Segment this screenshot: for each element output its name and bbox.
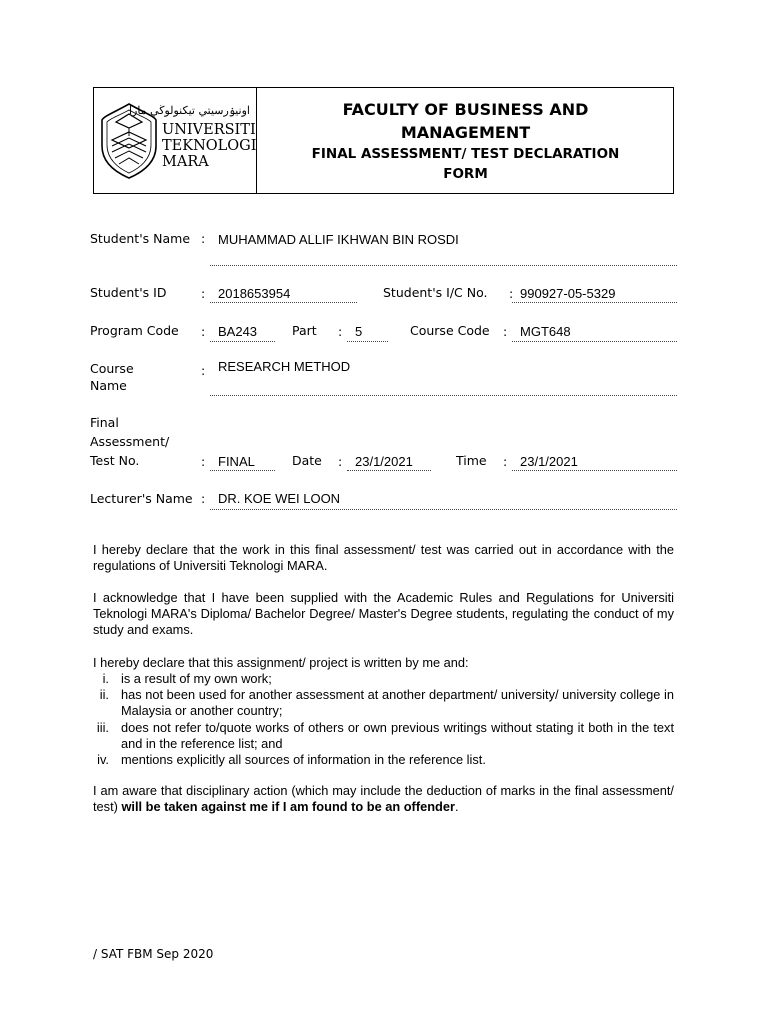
logo-arabic-text: اونيۏرسيتي تيكنولوڬي مارا bbox=[128, 104, 250, 117]
student-name-colon: : bbox=[201, 231, 206, 246]
list-number: i. bbox=[102, 671, 109, 686]
date-field[interactable]: 23/1/2021 bbox=[355, 454, 413, 469]
part-label: Part bbox=[292, 323, 317, 338]
course-name-colon: : bbox=[201, 363, 206, 378]
program-code-field[interactable]: BA243 bbox=[218, 324, 258, 339]
declaration-para-4 bbox=[93, 783, 674, 815]
form-title-line2: FORM bbox=[443, 166, 488, 182]
date-underline bbox=[347, 470, 431, 471]
list-number: ii. bbox=[99, 687, 109, 702]
student-id-field[interactable]: 2018653954 bbox=[218, 286, 291, 301]
student-id-label: Student's ID bbox=[90, 285, 167, 300]
course-name-field[interactable]: RESEARCH METHOD bbox=[218, 359, 351, 374]
time-field[interactable]: 23/1/2021 bbox=[520, 454, 578, 469]
course-name-underline bbox=[210, 395, 677, 396]
course-name-label-line1: Course bbox=[90, 361, 134, 376]
declaration-list-item bbox=[93, 720, 674, 753]
form-footer-code: / SAT FBM Sep 2020 bbox=[93, 947, 214, 961]
ic-colon: : bbox=[509, 286, 514, 301]
logo-universiti-text: UNIVERSITI bbox=[162, 122, 256, 138]
part-colon: : bbox=[338, 324, 343, 339]
list-number: iv. bbox=[97, 752, 109, 767]
list-text: does not refer to/quote works of others or own previous writings without stating it both in the text and in the reference list; and bbox=[121, 720, 674, 752]
list-text: is a result of my own work; bbox=[121, 671, 272, 686]
list-text: has not been used for another assessment at another department/ university/ university college in Malaysia or another country; bbox=[121, 687, 674, 719]
course-code-colon: : bbox=[503, 324, 508, 339]
ic-underline bbox=[512, 302, 677, 303]
student-name-underline bbox=[210, 265, 677, 266]
student-id-colon: : bbox=[201, 286, 206, 301]
form-title-line1: FINAL ASSESSMENT/ TEST DECLARATION bbox=[311, 146, 620, 162]
lecturer-underline bbox=[210, 509, 677, 510]
test-label-line1: Final bbox=[90, 415, 119, 430]
course-name-label-line2: Name bbox=[90, 378, 127, 393]
date-label: Date bbox=[292, 453, 322, 468]
declaration-list-item bbox=[93, 687, 674, 720]
logo-mara-text: MARA bbox=[162, 154, 209, 170]
course-code-field[interactable]: MGT648 bbox=[520, 324, 571, 339]
faculty-title bbox=[257, 98, 674, 144]
date-colon: : bbox=[338, 454, 343, 469]
test-underline bbox=[210, 470, 275, 471]
list-text: mentions explicitly all sources of information in the reference list. bbox=[121, 752, 486, 767]
program-code-colon: : bbox=[201, 324, 206, 339]
program-code-label: Program Code bbox=[90, 323, 179, 338]
test-colon: : bbox=[201, 454, 206, 469]
declaration-para-2: I acknowledge that I have been supplied with the Academic Rules and Regulations for Universiti Teknologi MARA's Diploma/ Bachelor Degree/ Master's Degree students, regulating the conduct of my study and exams. bbox=[93, 590, 674, 638]
declaration-para-1: I hereby declare that the work in this final assessment/ test was carried out in accordance with the regulations of Universiti Teknologi MARA. bbox=[93, 542, 674, 574]
part-underline bbox=[347, 341, 388, 342]
student-id-underline bbox=[210, 302, 357, 303]
faculty-title-line2: MANAGEMENT bbox=[400, 123, 531, 142]
time-label: Time bbox=[456, 453, 487, 468]
course-code-underline bbox=[512, 341, 677, 342]
test-label-line3: Test No. bbox=[90, 453, 140, 468]
declaration-para-4-text: I am aware that disciplinary action (which may include the deduction of marks in the final assessment/ test) bbox=[93, 783, 674, 815]
declaration-para-3: I hereby declare that this assignment/ project is written by me and: bbox=[93, 655, 469, 670]
test-field[interactable]: FINAL bbox=[218, 454, 255, 469]
form-title bbox=[257, 144, 674, 184]
ic-field[interactable]: 990927-05-5329 bbox=[520, 286, 616, 301]
declaration-list-item bbox=[93, 671, 674, 687]
time-underline bbox=[512, 470, 677, 471]
test-label-line2: Assessment/ bbox=[90, 434, 170, 449]
uitm-logo bbox=[98, 96, 257, 188]
course-code-label: Course Code bbox=[410, 323, 490, 338]
time-colon: : bbox=[503, 454, 508, 469]
faculty-title-line1: FACULTY OF BUSINESS AND bbox=[342, 100, 589, 119]
ic-label: Student's I/C No. bbox=[383, 285, 488, 300]
lecturer-label: Lecturer's Name bbox=[90, 491, 193, 506]
part-field[interactable]: 5 bbox=[355, 324, 363, 339]
logo-teknologi-text: TEKNOLOGI bbox=[162, 138, 257, 154]
student-name-field[interactable]: MUHAMMAD ALLIF IKHWAN BIN ROSDI bbox=[218, 232, 459, 247]
student-name-label: Student's Name bbox=[90, 231, 191, 246]
declaration-list-item bbox=[93, 752, 674, 768]
declaration-para-4-end: . bbox=[454, 799, 459, 815]
lecturer-colon: : bbox=[201, 491, 206, 506]
list-number: iii. bbox=[96, 720, 109, 735]
lecturer-field[interactable]: DR. KOE WEI LOON bbox=[218, 491, 341, 506]
declaration-para-4-bold: will be taken against me if I am found to be an offender bbox=[121, 799, 455, 815]
program-code-underline bbox=[210, 341, 275, 342]
